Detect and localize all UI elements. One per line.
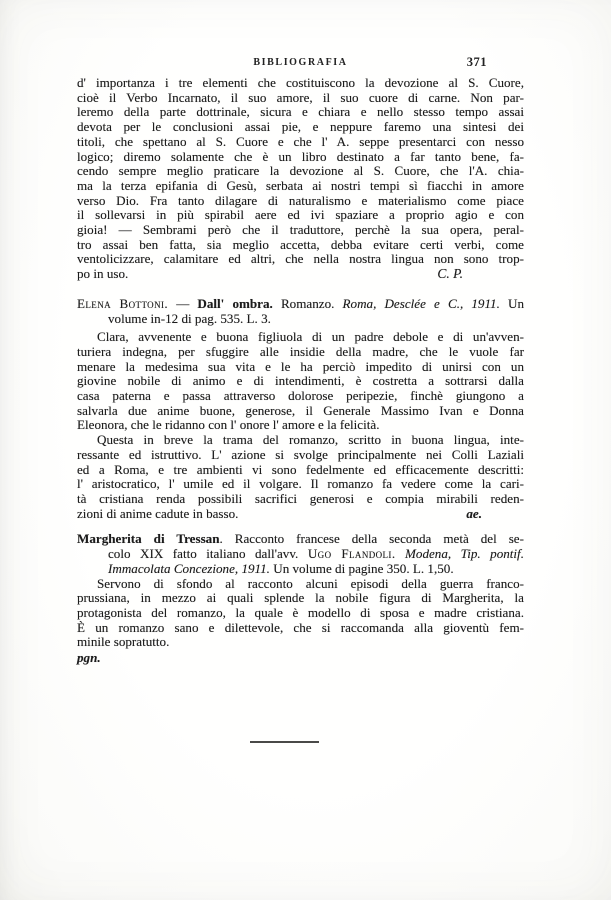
imprint: Modena, Tip. pontif. bbox=[404, 546, 524, 562]
text-line: cioè il Verbo Incarnato, il suo amore, il suo cuore di carne. Non par- bbox=[77, 89, 524, 105]
text-fragment: colo XIX fatto italiano dall'avv. bbox=[108, 546, 299, 562]
entry-tressan bbox=[77, 532, 524, 665]
entry-heading-line: volume in-12 di pag. 535. L. 3. bbox=[108, 310, 271, 326]
text-line: casa paterna e passa attraverso dolorose peripezie, finchè giungono a bbox=[77, 388, 524, 404]
text-line: Questa in breve la trama del romanzo, scritto in buona lingua, inte- bbox=[97, 432, 524, 448]
entry-heading-line bbox=[77, 562, 524, 577]
text-line: ed a Roma, e tre ambienti vi sono fedelmente ed efficacemente descritti: bbox=[77, 461, 524, 477]
text-line: Servono di sfondo al racconto alcuni episodi della guerra franco- bbox=[97, 575, 524, 591]
text-line: ressante ed istruttivo. L' azione si svolge principalmente nei Colli Laziali bbox=[77, 446, 524, 462]
text-line: cendo sempre meglio praticare la devozione al S. Cuore, che l'A. chia- bbox=[77, 163, 524, 179]
entry-heading-line bbox=[77, 532, 524, 547]
book-title: Dall' ombra. bbox=[197, 295, 273, 311]
review-paragraph bbox=[77, 330, 524, 433]
running-head-title: BIBLIOGRAFIA bbox=[253, 57, 348, 68]
text-line: leremo della parte dottrinale, sicura e chiara e nello stesso tempo assai bbox=[77, 104, 524, 120]
page-header bbox=[77, 57, 524, 73]
reviewer-initials: ae. bbox=[466, 505, 482, 521]
review-paragraph bbox=[77, 433, 524, 521]
text-fragment: Un volume di pagine 350. L. 1,50. bbox=[273, 560, 454, 576]
text-fragment: Un bbox=[507, 295, 524, 311]
text-line: È un romanzo sano e dilettevole, che si raccomanda alla gioventù fem- bbox=[77, 619, 524, 635]
text-line: d' importanza i tre elementi che costituiscono la devozione al S. Cuore, bbox=[77, 75, 524, 90]
text-line: tro assai ben fatta, sia meglio accetta, debba evitare certi verbi, come bbox=[77, 236, 524, 252]
imprint: Roma, Desclée e C., 1911. bbox=[342, 295, 500, 311]
text-line: titoli, che spettano al S. Cuore e che l' A. seppe presentarci con nesso bbox=[77, 133, 524, 149]
book-title: Margherita di Tressan bbox=[77, 531, 220, 547]
text-line: l' aristocratico, l' umile ed il volgare. Il romanzo fa vedere come la cari- bbox=[77, 476, 524, 492]
text-line: logico; diremo solamente che è un libro destinato a far tanto bene, fa- bbox=[77, 148, 524, 164]
text-line: gioia! — Sembrami però che il traduttore, perchè la sua opera, peral- bbox=[77, 222, 524, 238]
text-fragment: po in uso. bbox=[77, 266, 129, 282]
entry-heading-line bbox=[77, 547, 524, 562]
text-line: ma la terza epifania di Gesù, serbata ai nostri tempi sì fiacchi in amore bbox=[77, 177, 524, 193]
translator-name: Ugo Flandoli. bbox=[307, 546, 396, 562]
text-line: devota per le conclusioni assai pie, e neppure faremo una sintesi dei bbox=[77, 119, 524, 135]
dash: — bbox=[176, 295, 190, 311]
text-line: ventolicizzare, calamitare ed altri, che nella nostra lingua non sono trop- bbox=[77, 251, 524, 267]
text-line: salvarla due anime buone, generose, il Generale Massimo Ivan e Donna bbox=[77, 402, 524, 418]
text-line bbox=[77, 267, 524, 282]
text-line: il sollevarsi in più spirabil aere ed ivi spaziare a proprio agio e con bbox=[77, 207, 524, 223]
reviewer-initials: C. P. bbox=[437, 266, 463, 282]
text-line bbox=[77, 507, 524, 522]
entry-bottoni bbox=[77, 297, 524, 522]
text-line: menare la medesima sua vita e le ha perciò impedito di unirsi con un bbox=[77, 358, 524, 374]
text-line: Eleonora, che le ridanno con l' onore l' amore e la felicità. bbox=[77, 417, 380, 433]
section-divider bbox=[250, 741, 319, 743]
entry-heading-line bbox=[77, 297, 524, 312]
text-fragment: zioni di anime cadute in basso. bbox=[77, 505, 239, 521]
genre-label: Romanzo. bbox=[280, 295, 335, 311]
page-body bbox=[77, 76, 524, 666]
text-line: giovine nobile di animo e di intendimenti, è costretta a sottrarsi dalla bbox=[77, 373, 524, 389]
reviewer-initials: pgn. bbox=[77, 650, 101, 666]
text-line: verso Dio. Fra tanto dilagare di naturalismo e materialismo come piace bbox=[77, 192, 524, 208]
author-name: Elena Bottoni. bbox=[77, 295, 169, 311]
page-number: 371 bbox=[466, 55, 487, 69]
text-line: Clara, avvenente e buona figliuola di un padre debole e di un'avven- bbox=[97, 329, 524, 345]
text-line: tà cristiana renda possibili sacrifici generosi e compia mirabili reden- bbox=[77, 490, 524, 506]
text-fragment: . Racconto francese della seconda metà del se- bbox=[219, 531, 524, 547]
review-paragraph bbox=[77, 76, 524, 282]
imprint: Immacolata Concezione, 1911. bbox=[108, 560, 270, 576]
text-line: prussiana, in mezzo ai quali splende la nobile figura di Margherita, la bbox=[77, 590, 524, 606]
text-line: protagonista del romanzo, la quale è modello di sposa e madre cristiana. bbox=[77, 604, 524, 620]
review-paragraph bbox=[77, 577, 524, 666]
text-line: turiera indegna, per sfuggire alle insidie della madre, che le vuole far bbox=[77, 343, 524, 359]
text-line: minile sopratutto. bbox=[77, 634, 170, 650]
